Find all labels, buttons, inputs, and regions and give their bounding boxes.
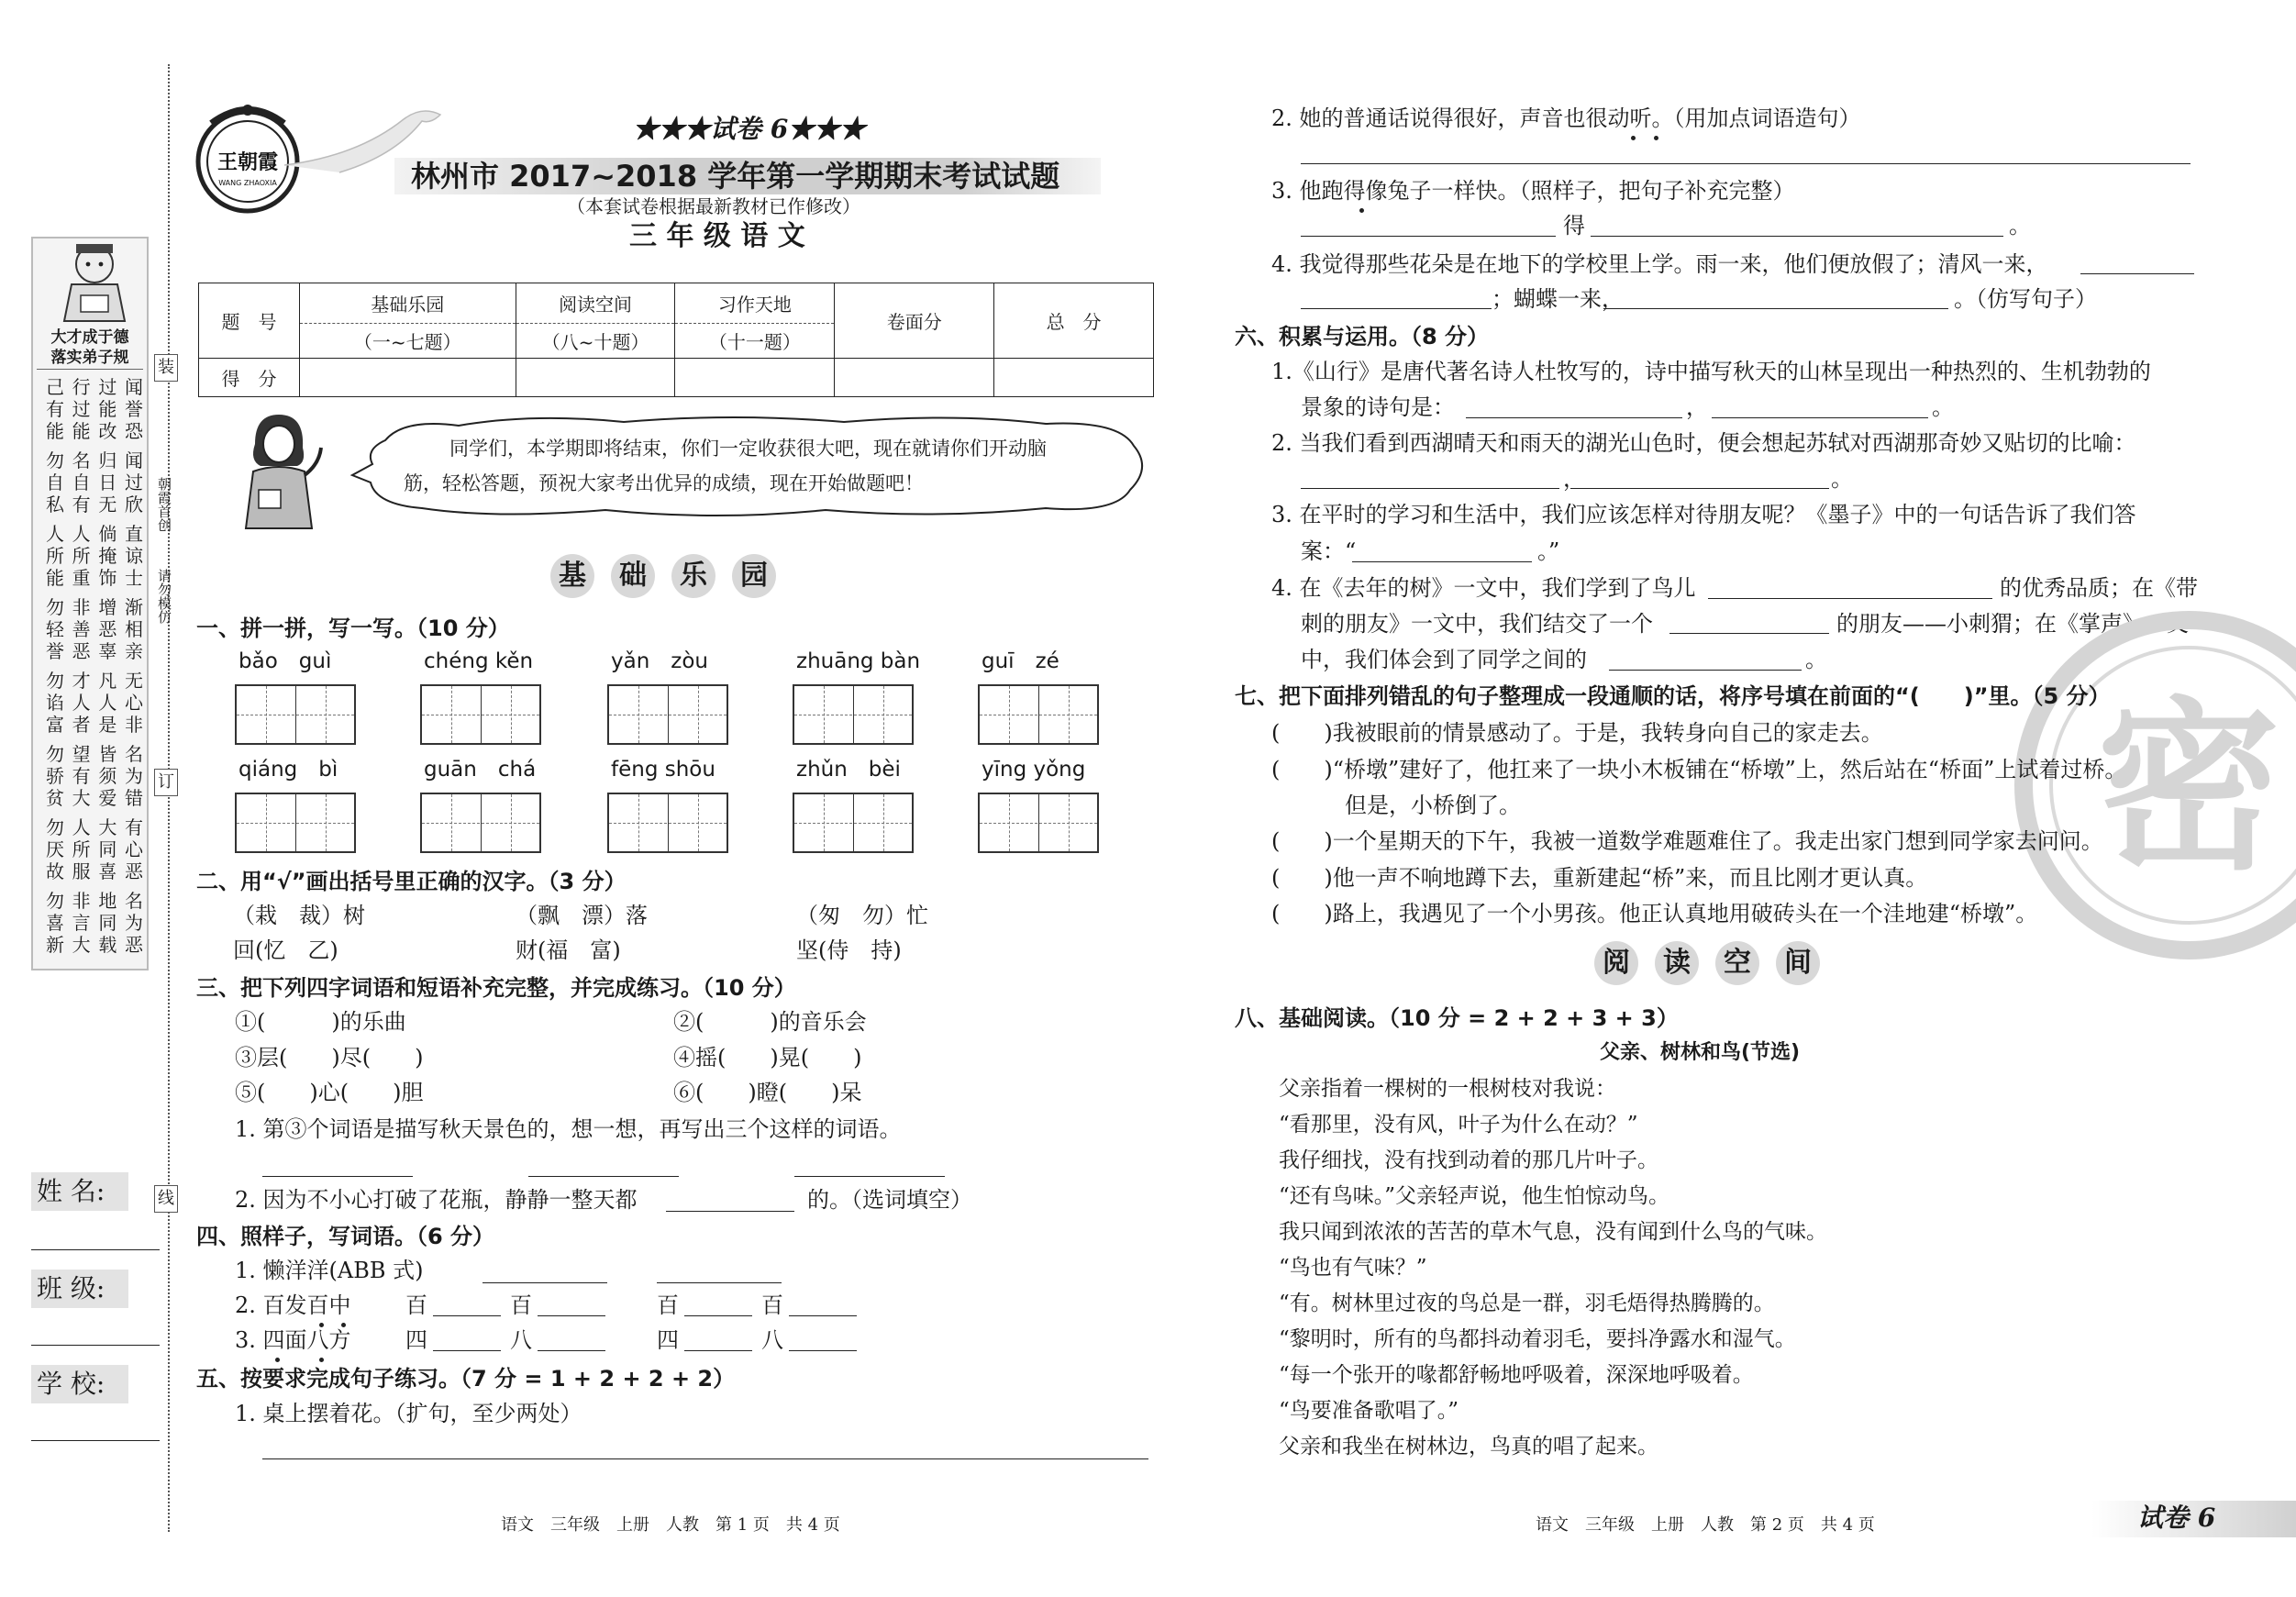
q6-answer-line[interactable] bbox=[1708, 598, 1992, 599]
th-basic: 基础乐园 bbox=[299, 283, 516, 324]
paper-badge: ★★★试卷 6★★★ bbox=[633, 114, 866, 144]
q7-item-cont: 但是，小桥倒了。 bbox=[1345, 793, 1521, 818]
q5-answer-line[interactable] bbox=[2080, 273, 2194, 274]
poem-column: 己有能 bbox=[46, 376, 64, 442]
q5-item-2: 2. 她的普通话说得很好，声音也很动听。（用加点词语造句） bbox=[1271, 105, 1861, 131]
section-basic-char: 园 bbox=[732, 554, 776, 598]
name-label: 姓 名: bbox=[37, 1176, 105, 1206]
q6-item-3-a: 3. 在平时的学习和生活中，我们应该怎样对待朋友呢？《墨子》中的一句话告诉了我们答 bbox=[1271, 502, 2136, 527]
q5-answer-line[interactable] bbox=[1603, 308, 1948, 309]
q4-answer-line[interactable] bbox=[684, 1350, 752, 1351]
emphasis-dot bbox=[1359, 208, 1364, 213]
score-cell-reading[interactable] bbox=[516, 359, 675, 397]
poem-column: 行过能 bbox=[72, 376, 91, 442]
q7-item[interactable]: ( )他一声不响地蹲下去，重新建起“桥”来，而且比刚才更认真。 bbox=[1271, 865, 1928, 891]
q6-title: 六、积累与运用。（8 分） bbox=[1235, 324, 1490, 349]
q8-title: 八、基础阅读。（10 分 = 2 + 2 + 3 + 3） bbox=[1235, 1005, 1679, 1031]
guide-line bbox=[326, 794, 327, 851]
pinyin-label: chéng kěn bbox=[424, 649, 534, 673]
q6-answer-line[interactable] bbox=[1609, 670, 1802, 671]
q6-answer-line[interactable] bbox=[1669, 633, 1829, 634]
passage-line: “看那里，没有风，叶子为什么在动？” bbox=[1279, 1113, 1638, 1137]
q3-item[interactable]: ⑤( )心( )胆 bbox=[235, 1080, 424, 1105]
guide-line bbox=[698, 794, 699, 851]
guide-line bbox=[266, 794, 267, 851]
q3-item[interactable]: ②( )的音乐会 bbox=[673, 1009, 867, 1035]
poem-column: 名为错 bbox=[124, 743, 143, 809]
writing-box[interactable] bbox=[607, 793, 728, 853]
poem-column: 名为恶 bbox=[124, 890, 143, 956]
q5-answer-line[interactable] bbox=[262, 1458, 1148, 1459]
q4-answer-line[interactable] bbox=[789, 1315, 857, 1316]
section-basic-char: 乐 bbox=[671, 554, 715, 598]
th-reading: 阅读空间 bbox=[516, 283, 675, 324]
q4-answer-line[interactable] bbox=[684, 1315, 752, 1316]
section-reading-char: 空 bbox=[1715, 941, 1759, 985]
q3-sub1: 1. 第③个词语是描写秋天景色的，想一想，再写出三个这样的词语。 bbox=[235, 1116, 902, 1142]
passage-line: “还有鸟味。”父亲轻声说，他生怕惊动鸟。 bbox=[1279, 1184, 1670, 1208]
q2-item[interactable]: （匆 勿）忙 bbox=[796, 903, 928, 928]
q3-answer-line[interactable] bbox=[262, 1176, 413, 1177]
poem-block bbox=[44, 890, 145, 958]
q5-answer-line[interactable] bbox=[1301, 308, 1492, 309]
score-cell-writing[interactable] bbox=[675, 359, 835, 397]
cut-label-1: 装 bbox=[154, 354, 178, 382]
q3-item[interactable]: ③层( )尽( ) bbox=[235, 1045, 424, 1070]
passage-line: 我仔细找，没有找到动着的那几片叶子。 bbox=[1279, 1148, 1658, 1172]
passage-line: 我只闻到浓浓的苦苦的草木气息，没有闻到什么鸟的气味。 bbox=[1279, 1220, 1827, 1244]
q3-item[interactable]: ⑥( )瞪( )呆 bbox=[673, 1080, 862, 1105]
q6-item-2: 2. 当我们看到西湖晴天和雨天的湖光山色时，便会想起苏轼对西湖那奇妙又贴切的比喻： bbox=[1271, 430, 2136, 456]
passage-line: “鸟也有气味？” bbox=[1279, 1256, 1427, 1280]
q1-title: 一、拼一拼，写一写。（10 分） bbox=[196, 616, 510, 641]
q6-comma: ， bbox=[1563, 466, 1585, 492]
q6-period: 。 bbox=[1805, 647, 1827, 672]
q4-char: 八 bbox=[761, 1327, 783, 1353]
q6-item-1-b: 景象的诗句是： bbox=[1301, 394, 1455, 420]
q6-answer-line[interactable] bbox=[1712, 417, 1928, 418]
passage-line: 父亲和我坐在树林边，鸟真的唱了起来。 bbox=[1279, 1435, 1658, 1458]
q3-sub2-a: 2. 因为不小心打破了花瓶，静静一整天都 bbox=[235, 1187, 638, 1213]
emphasis-dot bbox=[1631, 136, 1636, 140]
guide-line bbox=[1069, 686, 1070, 743]
th-item-number: 题 号 bbox=[199, 283, 300, 359]
score-cell-total[interactable] bbox=[994, 359, 1154, 397]
q5-period: 。 bbox=[2009, 213, 2031, 238]
q5-answer-line[interactable] bbox=[1301, 163, 2191, 164]
seal-text: 密 bbox=[2096, 680, 2281, 895]
guide-line bbox=[266, 686, 267, 743]
q5-answer-line[interactable] bbox=[1591, 236, 2003, 237]
footer-left: 语文 三年级 上册 人教 第 1 页 共 4 页 bbox=[501, 1515, 840, 1535]
q4-char: 百 bbox=[405, 1292, 427, 1318]
poem-column: 凡人是 bbox=[98, 670, 117, 736]
q6-period: 。 bbox=[1932, 394, 1954, 420]
poem-column: 勿谄富 bbox=[46, 670, 64, 736]
poem-column: 人所服 bbox=[72, 816, 91, 882]
q4-item-1: 1. 懒洋洋(ABB 式) bbox=[235, 1258, 424, 1283]
logo-text: 王朝霞 bbox=[216, 150, 279, 174]
emphasis-dot bbox=[319, 1358, 324, 1362]
q5-item-4-a: 4. 我觉得那些花朵是在地下的学校里上学。雨一来，他们便放假了；清风一来， bbox=[1271, 251, 2048, 277]
motto-divider bbox=[37, 369, 143, 370]
q2-title: 二、用“√”画出括号里正确的汉字。（3 分） bbox=[196, 869, 627, 894]
poem-column: 倘掩饰 bbox=[98, 523, 117, 589]
q6-answer-line[interactable] bbox=[1466, 417, 1682, 418]
q5-item-4-b: ；蝴蝶一来， bbox=[1492, 286, 1624, 312]
q6-answer-line[interactable] bbox=[1570, 488, 1829, 489]
motto-line-2: 落实弟子规 bbox=[50, 349, 129, 367]
passage-line: “每一个张开的喙都舒畅地呼吸着，深深地呼吸着。 bbox=[1279, 1363, 1754, 1387]
q7-title: 七、把下面排列错乱的句子整理成一段通顺的话，将序号填在前面的“( )”里。（5 分） bbox=[1235, 683, 2111, 709]
q6-item-1-a: 1.《山行》是唐代著名诗人杜牧写的，诗中描写秋天的山林呈现出一种热烈的、生机勃勃的 bbox=[1271, 359, 2151, 384]
q4-answer-line[interactable] bbox=[657, 1282, 782, 1283]
writing-box[interactable] bbox=[420, 684, 541, 745]
section-basic-char: 础 bbox=[611, 554, 655, 598]
q4-item-2: 2. 百发百中 bbox=[235, 1292, 351, 1318]
poem-column: 闻誉恐 bbox=[124, 376, 143, 442]
poem-column: 直谅士 bbox=[124, 523, 143, 589]
poem-column: 过能改 bbox=[98, 376, 117, 442]
section-title-basic bbox=[550, 554, 776, 598]
q3-fill-line[interactable] bbox=[666, 1211, 794, 1212]
poem-column: 望有大 bbox=[72, 743, 91, 809]
poem-column: 有心恶 bbox=[124, 816, 143, 882]
school-label: 学 校: bbox=[37, 1369, 105, 1399]
q4-char: 百 bbox=[761, 1292, 783, 1318]
section-reading-char: 读 bbox=[1655, 941, 1699, 985]
logo-subtext: WANG ZHAOXIA bbox=[218, 179, 277, 187]
guide-line bbox=[698, 686, 699, 743]
passage-line: 父亲指着一棵树的一根树枝对我说： bbox=[1279, 1077, 1616, 1101]
guide-line bbox=[511, 794, 512, 851]
q6-period: 。 bbox=[1831, 466, 1853, 492]
passage-line: “有。树林里过夜的鸟总是一群，羽毛焐得热腾腾的。 bbox=[1279, 1292, 1775, 1315]
poem-column: 勿喜新 bbox=[46, 890, 64, 956]
q4-char: 百 bbox=[657, 1292, 679, 1318]
q2-item[interactable]: （栽 裁）树 bbox=[233, 903, 365, 928]
teacher-illustration bbox=[227, 411, 328, 530]
q3-title: 三、把下列四字词语和短语补充完整，并完成练习。（10 分） bbox=[196, 975, 796, 1001]
guide-line bbox=[511, 686, 512, 743]
q6-item-4-d: 的朋友——小刺猬；在《掌声》一文 bbox=[1836, 611, 2189, 637]
emphasis-dot bbox=[1654, 136, 1658, 140]
q6-item-4-a: 4. 在《去年的树》一文中，我们学到了鸟儿 bbox=[1271, 575, 1696, 601]
q4-char: 百 bbox=[510, 1292, 532, 1318]
q2-item[interactable]: 坚(侍 持) bbox=[796, 937, 902, 963]
poem-column: 勿骄贫 bbox=[46, 743, 64, 809]
margin-divider bbox=[168, 64, 170, 1532]
poem-column: 皆须爱 bbox=[98, 743, 117, 809]
vert-note-2: 请勿模仿 bbox=[156, 569, 172, 624]
poem-column: 增恶辜 bbox=[98, 596, 117, 662]
poem-block bbox=[44, 743, 145, 811]
q6-answer-line[interactable] bbox=[1352, 561, 1532, 562]
q3-item[interactable]: ④摇( )晃( ) bbox=[673, 1045, 862, 1070]
q4-answer-line[interactable] bbox=[789, 1350, 857, 1351]
poem-column: 勿轻誉 bbox=[46, 596, 64, 662]
poem-block bbox=[44, 449, 145, 517]
score-table bbox=[198, 283, 1154, 397]
cut-label-3: 线 bbox=[154, 1185, 178, 1213]
guide-line bbox=[451, 686, 452, 743]
poem-column: 人所重 bbox=[72, 523, 91, 589]
section-title-reading bbox=[1594, 941, 1820, 985]
writing-box[interactable] bbox=[235, 793, 356, 853]
q4-item-3: 3. 四面八方 bbox=[235, 1327, 351, 1353]
pinyin-label: yīng yǒng bbox=[982, 758, 1086, 782]
poem-column: 无心非 bbox=[124, 670, 143, 736]
q4-char: 四 bbox=[657, 1327, 679, 1353]
q4-char: 八 bbox=[510, 1327, 532, 1353]
school-field[interactable] bbox=[31, 1440, 160, 1441]
motto-line-1: 大才成于德 bbox=[50, 328, 129, 347]
passage-title: 父亲、树林和鸟(节选) bbox=[1600, 1041, 1801, 1064]
poem-column: 才人者 bbox=[72, 670, 91, 736]
q2-item[interactable]: 财(福 富) bbox=[516, 937, 621, 963]
pinyin-label: qiáng bì bbox=[238, 758, 338, 782]
vert-note-1: 朝霞首创 bbox=[156, 477, 172, 532]
q6-item-3-b: 案：“ bbox=[1301, 538, 1357, 564]
q7-item[interactable]: ( )路上，我遇见了一个小男孩。他正认真地用破砖头在一个洼地建“桥墩”。 bbox=[1271, 901, 2038, 926]
writing-box[interactable] bbox=[793, 793, 914, 853]
q4-answer-line[interactable] bbox=[433, 1315, 501, 1316]
q5-item-3: 3. 他跑得像兔子一样快。（照样子，把句子补充完整） bbox=[1271, 178, 1795, 204]
poem-block bbox=[44, 670, 145, 738]
name-field[interactable] bbox=[31, 1249, 160, 1250]
poem-block bbox=[44, 816, 145, 884]
q3-answer-line[interactable] bbox=[794, 1176, 945, 1177]
th-reading-range: （八~十题） bbox=[516, 324, 675, 359]
th-total: 总 分 bbox=[994, 283, 1154, 359]
q2-item[interactable]: 回(忆 乙) bbox=[233, 937, 338, 963]
writing-box[interactable] bbox=[420, 793, 541, 853]
q6-item-4-b: 的优秀品质；在《带 bbox=[2000, 575, 2198, 601]
guide-line bbox=[824, 686, 825, 743]
th-writing: 习作天地 bbox=[675, 283, 835, 324]
q5-de: 得 bbox=[1563, 213, 1585, 238]
q4-answer-line[interactable] bbox=[433, 1350, 501, 1351]
scholar-illustration bbox=[53, 240, 136, 325]
q3-item[interactable]: ①( )的乐曲 bbox=[235, 1009, 406, 1035]
section-reading-char: 间 bbox=[1776, 941, 1820, 985]
th-score: 得 分 bbox=[199, 359, 300, 397]
q5-title: 五、按要求完成句子练习。（7 分 = 1 + 2 + 2 + 2） bbox=[196, 1366, 736, 1392]
writing-box[interactable] bbox=[793, 684, 914, 745]
poem-column: 渐相亲 bbox=[124, 596, 143, 662]
q4-answer-line[interactable] bbox=[482, 1282, 607, 1283]
section-reading-char: 阅 bbox=[1594, 941, 1638, 985]
th-writing-range: （十一题） bbox=[675, 324, 835, 359]
q7-item[interactable]: ( )一个星期天的下午，我被一道数学难题难住了。我走出家门想到同学家去问问。 bbox=[1271, 828, 2103, 854]
q6-item-4-c: 刺的朋友》一文中，我们结交了一个 bbox=[1301, 611, 1653, 637]
guide-line bbox=[326, 686, 327, 743]
writing-box[interactable] bbox=[607, 684, 728, 745]
th-neatness: 卷面分 bbox=[835, 283, 994, 359]
guide-line bbox=[883, 794, 884, 851]
guide-line bbox=[1009, 686, 1010, 743]
pinyin-label: guī zé bbox=[982, 649, 1059, 673]
guide-line bbox=[451, 794, 452, 851]
exam-title: 林州市 2017~2018 学年第一学期期末考试试题 bbox=[411, 159, 1060, 194]
passage-line: “鸟要准备歌唱了。” bbox=[1279, 1399, 1459, 1423]
q6-item-3-c: 。” bbox=[1537, 538, 1560, 564]
q7-item[interactable]: ( )我被眼前的情景感动了。于是，我转身向自己的家走去。 bbox=[1271, 720, 1883, 746]
poem-block bbox=[44, 523, 145, 591]
guide-line bbox=[1009, 794, 1010, 851]
passage-line: “黎明时，所有的鸟都抖动着羽毛，要抖净露水和湿气。 bbox=[1279, 1327, 1796, 1351]
q5-answer-line[interactable] bbox=[1301, 236, 1556, 237]
cut-label-2: 订 bbox=[154, 769, 178, 796]
poem-column: 闻过欣 bbox=[124, 449, 143, 516]
q3-sub2-b: 的。（选词填空） bbox=[807, 1187, 972, 1213]
q7-item[interactable]: ( )“桥墩”建好了，他扛来了一块小木板铺在“桥墩”上，然后站在“桥面”上试着过桥。 bbox=[1271, 757, 2127, 782]
q5-item-1: 1. 桌上摆着花。（扩句，至少两处） bbox=[235, 1401, 582, 1426]
poem-column: 勿自私 bbox=[46, 449, 64, 516]
guide-line bbox=[638, 794, 639, 851]
score-cell-neatness[interactable] bbox=[835, 359, 994, 397]
guide-line bbox=[1069, 794, 1070, 851]
q5-item-4-c: 。（仿写句子） bbox=[1954, 286, 2097, 312]
footer-badge: 试卷 6 bbox=[2137, 1503, 2216, 1533]
poem-column: 名自有 bbox=[72, 449, 91, 516]
poem-column: 归日无 bbox=[98, 449, 117, 516]
exam-subtitle: （本套试卷根据最新教材已作修改） bbox=[567, 195, 860, 217]
poem-block bbox=[44, 376, 145, 444]
th-basic-range: （一~七题） bbox=[299, 324, 516, 359]
guide-line bbox=[883, 686, 884, 743]
poem-block bbox=[44, 596, 145, 664]
q6-comma: ， bbox=[1686, 394, 1708, 420]
score-cell-basic[interactable] bbox=[299, 359, 516, 397]
pinyin-label: zhuāng bàn bbox=[796, 649, 921, 673]
confidential-seal bbox=[2005, 611, 2296, 959]
section-basic-char: 基 bbox=[550, 554, 594, 598]
writing-box[interactable] bbox=[978, 793, 1099, 853]
pinyin-label: bǎo guì bbox=[238, 649, 332, 673]
pinyin-label: zhǔn bèi bbox=[796, 758, 901, 782]
class-label: 班 级: bbox=[37, 1273, 105, 1303]
writing-box[interactable] bbox=[235, 684, 356, 745]
intro-text: 同学们，本学期即将结束，你们一定收获很大吧，现在就请你们开动脑筋，轻松答题，预祝大家考出优异的成绩，现在开始做题吧！ bbox=[404, 438, 1047, 494]
pinyin-label: guān chá bbox=[424, 758, 537, 782]
guide-line bbox=[824, 794, 825, 851]
footer-right: 语文 三年级 上册 人教 第 2 页 共 4 页 bbox=[1536, 1515, 1875, 1535]
grade-subject: 三 年 级 语 文 bbox=[629, 220, 805, 252]
q6-answer-line[interactable] bbox=[1301, 488, 1559, 489]
poem-column: 非善恶 bbox=[72, 596, 91, 662]
pinyin-label: yǎn zòu bbox=[611, 649, 709, 673]
q4-title: 四、照样子，写词语。（6 分） bbox=[196, 1224, 495, 1249]
poem-column: 勿厌故 bbox=[46, 816, 64, 882]
class-field[interactable] bbox=[31, 1345, 160, 1346]
q2-item[interactable]: （飘 漂）落 bbox=[516, 903, 648, 928]
q4-answer-line[interactable] bbox=[538, 1315, 605, 1316]
q3-answer-line[interactable] bbox=[528, 1176, 679, 1177]
poem-column: 地同载 bbox=[98, 890, 117, 956]
q4-answer-line[interactable] bbox=[538, 1350, 605, 1351]
emphasis-dot bbox=[275, 1358, 280, 1362]
q6-item-4-e: 中，我们体会到了同学之间的 bbox=[1301, 647, 1587, 672]
poem-column: 人所能 bbox=[46, 523, 64, 589]
q4-char: 四 bbox=[405, 1327, 427, 1353]
guide-line bbox=[638, 686, 639, 743]
pinyin-label: fēng shōu bbox=[611, 758, 715, 782]
poem-column: 非言大 bbox=[72, 890, 91, 956]
poem-column: 大同喜 bbox=[98, 816, 117, 882]
writing-box[interactable] bbox=[978, 684, 1099, 745]
